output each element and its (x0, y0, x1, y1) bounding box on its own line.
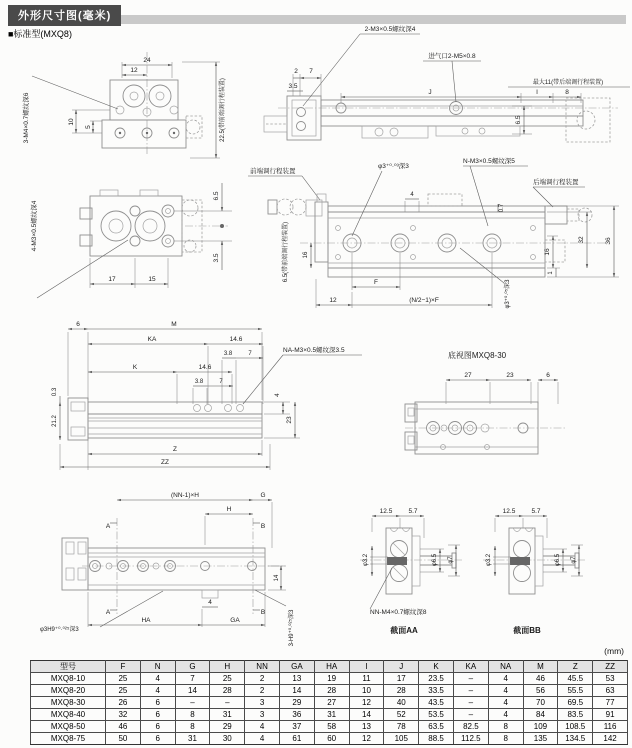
dim-label: 15 (148, 276, 156, 283)
dim-label: 36 (605, 237, 612, 245)
value-cell: 82.5 (453, 721, 488, 733)
dim-label: 16 (544, 248, 551, 256)
drawing-section-bb (483, 508, 585, 635)
table-column-header: ZZ (593, 661, 628, 673)
dim-label: 27 (464, 372, 472, 379)
value-cell: 37 (279, 721, 314, 733)
dim-label: Z (173, 446, 177, 453)
table-row (31, 673, 628, 685)
dim-label: 23 (506, 372, 514, 379)
dim-label: 7 (248, 351, 252, 357)
dim-label: 32 (578, 236, 585, 244)
thread-callout: 4-M3×0.5螺纹深4 (31, 200, 38, 252)
value-cell: 63 (593, 685, 628, 697)
table-row (31, 709, 628, 721)
view-title: 底视图MXQ8-30 (447, 351, 507, 360)
drawing-end-view (21, 52, 226, 158)
value-cell: 52 (384, 709, 419, 721)
dim-label: M (171, 321, 177, 328)
value-cell: 7 (175, 673, 210, 685)
dim-label: 4 (274, 393, 281, 397)
dim-label: 23 (286, 416, 293, 424)
value-cell: 25 (106, 673, 141, 685)
value-cell: 29 (210, 721, 245, 733)
max-stroke-note: 最大11(带后端调行程装置) (532, 80, 604, 86)
value-cell: 83.5 (558, 709, 593, 721)
value-cell: 43.5 (419, 697, 454, 709)
table-row (31, 685, 628, 697)
dim-label: 12.5 (379, 508, 393, 515)
dim-label: 2 (294, 68, 298, 75)
dim-label: 5.7 (408, 508, 418, 515)
dim-label: 17 (108, 276, 116, 283)
value-cell: 26 (106, 697, 141, 709)
value-cell: 77 (593, 697, 628, 709)
value-cell: 12 (349, 733, 384, 745)
drawing-section-aa (360, 508, 462, 635)
value-cell: 30 (210, 733, 245, 745)
dim-label: 10 (68, 118, 75, 126)
table-column-header: K (419, 661, 454, 673)
table-column-header: G (175, 661, 210, 673)
value-cell: 3 (245, 697, 280, 709)
dim-label: HA (141, 617, 151, 624)
dim-label: 3.8 (194, 379, 204, 385)
table-column-header: GA (279, 661, 314, 673)
value-cell: 112.5 (453, 733, 488, 745)
value-cell: 4 (245, 721, 280, 733)
table-column-header: N (140, 661, 175, 673)
value-cell: 12 (349, 697, 384, 709)
value-cell: 135 (523, 733, 558, 745)
dim-label: ZZ (161, 459, 169, 466)
value-cell: 23.5 (419, 673, 454, 685)
value-cell: 109 (523, 721, 558, 733)
value-cell: 13 (279, 673, 314, 685)
model-cell: MXQ8-40 (31, 709, 106, 721)
value-cell: 8 (488, 721, 523, 733)
height-note: 22.5(带前端调行程装置) (220, 78, 226, 142)
dim-label: φ6.5 (432, 553, 438, 567)
dim-label: 12.5 (502, 508, 516, 515)
port-callout: 进气口2-M5×0.8 (428, 53, 476, 60)
drawing-body-view (52, 321, 362, 470)
section-caption: 截面BB (513, 626, 541, 635)
value-cell: 4 (488, 673, 523, 685)
table-head (31, 661, 628, 673)
value-cell: 8 (488, 733, 523, 745)
value-cell: 25 (106, 685, 141, 697)
value-cell: 134.5 (558, 733, 593, 745)
value-cell: 91 (593, 709, 628, 721)
value-cell: 142 (593, 733, 628, 745)
model-cell: MXQ8-50 (31, 721, 106, 733)
table-column-header: HA (314, 661, 349, 673)
value-cell: 50 (106, 733, 141, 745)
drawing-bottom-view (405, 350, 565, 454)
value-cell: 6 (140, 733, 175, 745)
value-cell: 6 (140, 697, 175, 709)
value-cell: 13 (349, 721, 384, 733)
unit-note: (mm) (604, 646, 624, 656)
table-column-header: NN (245, 661, 280, 673)
value-cell: 31 (175, 733, 210, 745)
hole-callout: 3-H9⁺⁰·⁰²⁵深3 (289, 609, 295, 647)
dim-label: KA (147, 336, 157, 343)
dim-label: 12 (329, 297, 337, 304)
section-caption: 截面AA (390, 626, 418, 635)
value-cell: 11 (349, 673, 384, 685)
section-mark: B (260, 523, 266, 530)
dim-label: H (226, 506, 232, 513)
dim-label: φ7 (571, 556, 577, 564)
table-column-header: F (106, 661, 141, 673)
model-cell: MXQ8-30 (31, 697, 106, 709)
dim-label: φ3.2 (363, 553, 369, 567)
value-cell: – (175, 697, 210, 709)
value-cell: 4 (245, 733, 280, 745)
hole-callout: φ3H9⁺⁰·⁰²⁵深3 (40, 627, 79, 633)
value-cell: 32 (106, 709, 141, 721)
value-cell: 70 (523, 697, 558, 709)
table-column-header: M (523, 661, 558, 673)
page-subtitle: ■标准型(MXQ8) (8, 29, 72, 39)
dim-label: 7 (309, 68, 313, 75)
dim-label: φ7 (448, 556, 454, 564)
table-row (31, 733, 628, 745)
dim-label: 4 (410, 192, 414, 198)
table-column-header: J (384, 661, 419, 673)
value-cell: – (453, 697, 488, 709)
value-cell: 4 (488, 697, 523, 709)
table-row (31, 721, 628, 733)
value-cell: 6 (140, 709, 175, 721)
value-cell: 88.5 (419, 733, 454, 745)
table-column-header: KA (453, 661, 488, 673)
thread-callout: 2-M3×0.5螺纹深4 (364, 26, 416, 33)
value-cell: 25 (210, 673, 245, 685)
front-adjuster-callout: 前端调行程装置 (250, 168, 296, 175)
value-cell: 31 (314, 709, 349, 721)
dim-label: 16 (303, 251, 309, 259)
value-cell: 28 (210, 685, 245, 697)
value-cell: 8 (175, 721, 210, 733)
dim-label: 7 (219, 379, 223, 385)
value-cell: 27 (314, 697, 349, 709)
value-cell: 19 (314, 673, 349, 685)
hole-callout: φ3⁺⁰·⁰⁵深3 (505, 279, 511, 309)
dim-label: φ3.2 (486, 553, 492, 567)
dimensions-table (30, 660, 628, 745)
value-cell: 56 (523, 685, 558, 697)
dim-label: 5 (85, 125, 92, 129)
dim-label: K (132, 364, 138, 371)
table-column-header: I (349, 661, 384, 673)
drawing-side-view (248, 156, 619, 309)
rear-adjuster-callout: 后端调行程装置 (533, 179, 579, 186)
value-cell: 4 (140, 685, 175, 697)
value-cell: 31 (210, 709, 245, 721)
drawing-top-view (264, 24, 630, 142)
value-cell: 14 (349, 709, 384, 721)
value-cell: 45.5 (558, 673, 593, 685)
thread-callout: 3-M4×0.7螺纹深6 (23, 92, 30, 144)
value-cell: 116 (593, 721, 628, 733)
value-cell: 2 (245, 685, 280, 697)
section-mark: A (105, 609, 111, 616)
value-cell: 69.5 (558, 697, 593, 709)
model-cell: MXQ8-75 (31, 733, 106, 745)
dim-label: J (428, 89, 432, 96)
value-cell: – (453, 709, 488, 721)
model-cell: MXQ8-20 (31, 685, 106, 697)
value-cell: 78 (384, 721, 419, 733)
value-cell: 8 (175, 709, 210, 721)
value-cell: 28 (384, 685, 419, 697)
dim-label: 0.7 (499, 203, 505, 213)
dim-label: F (374, 279, 378, 286)
value-cell: 28 (314, 685, 349, 697)
thread-callout: N-M3×0.5螺纹深5 (463, 158, 515, 165)
value-cell: 105 (384, 733, 419, 745)
value-cell: 4 (488, 685, 523, 697)
table-column-header: 型号 (31, 661, 106, 673)
value-cell: – (453, 685, 488, 697)
dim-label: 24 (143, 57, 151, 64)
dim-label: 21.2 (52, 415, 58, 427)
value-cell: 2 (245, 673, 280, 685)
dim-label: I (536, 89, 538, 96)
model-cell: MXQ8-10 (31, 673, 106, 685)
table-column-header: H (210, 661, 245, 673)
value-cell: 63.5 (419, 721, 454, 733)
section-mark: B (260, 609, 266, 616)
section-mark: A (105, 523, 111, 530)
dim-label: 1 (548, 271, 554, 275)
dim-label: 14.6 (229, 336, 243, 343)
dim-label: 6 (546, 372, 550, 379)
table-column-header: NA (488, 661, 523, 673)
dim-label: 6.5 (213, 191, 220, 201)
dim-label: 4 (208, 599, 212, 606)
value-cell: 40 (384, 697, 419, 709)
dim-label: φ6.5 (555, 553, 561, 567)
dim-label: 6 (76, 321, 80, 328)
value-cell: 10 (349, 685, 384, 697)
value-cell: 33.5 (419, 685, 454, 697)
dim-label: GA (230, 617, 240, 624)
table-row (31, 697, 628, 709)
value-cell: 46 (106, 721, 141, 733)
dim-label: 6.5 (515, 115, 522, 125)
value-cell: 53.5 (419, 709, 454, 721)
value-cell: 36 (279, 709, 314, 721)
dim-label: 3.5 (213, 253, 220, 263)
table-column-header: Z (558, 661, 593, 673)
value-cell: – (210, 697, 245, 709)
dim-label: 3.5 (288, 83, 298, 90)
table-body (31, 673, 628, 745)
page-title: 外形尺寸图(毫米) (8, 5, 121, 26)
drawing-mount-view (40, 492, 295, 646)
dim-label: 12 (130, 67, 138, 74)
dim-label: 3.8 (223, 351, 233, 357)
value-cell: 29 (279, 697, 314, 709)
dim-label: 8 (565, 89, 569, 96)
value-cell: 58 (314, 721, 349, 733)
value-cell: – (453, 673, 488, 685)
dim-label: (NN-1)×H (171, 492, 199, 499)
dim-label: (N/2−1)×F (409, 297, 439, 304)
value-cell: 4 (140, 673, 175, 685)
value-cell: 108.5 (558, 721, 593, 733)
dim-label: 0.3 (52, 387, 58, 397)
value-cell: 14 (279, 685, 314, 697)
hole-callout: φ3⁺⁰·⁰³深3 (378, 163, 409, 170)
value-cell: 14 (175, 685, 210, 697)
drawing-section-view (29, 183, 232, 298)
thread-callout: NA-M3×0.5螺纹深3.5 (283, 347, 345, 354)
value-cell: 4 (488, 709, 523, 721)
value-cell: 55.5 (558, 685, 593, 697)
side-note: 6.5(带前端调行程装置) (283, 221, 289, 283)
value-cell: 60 (314, 733, 349, 745)
value-cell: 61 (279, 733, 314, 745)
dim-label: G (260, 492, 266, 499)
value-cell: 17 (384, 673, 419, 685)
value-cell: 6 (140, 721, 175, 733)
value-cell: 46 (523, 673, 558, 685)
value-cell: 84 (523, 709, 558, 721)
dim-label: 14.6 (198, 364, 212, 371)
thread-callout: NN-M4×0.7螺纹深8 (370, 609, 427, 616)
dim-label: 14 (274, 574, 280, 582)
value-cell: 3 (245, 709, 280, 721)
dim-label: 5.7 (531, 508, 541, 515)
value-cell: 53 (593, 673, 628, 685)
